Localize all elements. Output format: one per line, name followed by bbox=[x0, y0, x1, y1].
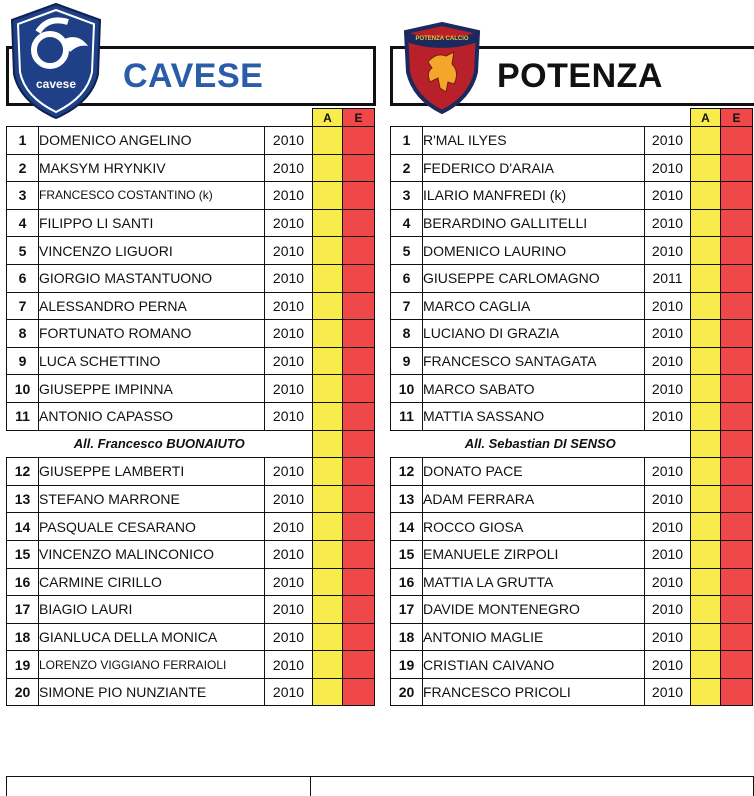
player-number: 6 bbox=[7, 264, 39, 292]
player-row bbox=[7, 264, 375, 292]
warning-cell bbox=[691, 430, 721, 458]
player-row bbox=[7, 320, 375, 348]
expulsion-cell bbox=[721, 485, 753, 513]
player-name: DOMENICO LAURINO bbox=[423, 237, 645, 265]
player-row bbox=[7, 127, 375, 155]
player-row bbox=[391, 154, 753, 182]
player-birth-year: 2010 bbox=[265, 182, 313, 210]
player-birth-year: 2010 bbox=[645, 292, 691, 320]
player-birth-year: 2010 bbox=[645, 596, 691, 624]
player-birth-year: 2010 bbox=[645, 237, 691, 265]
player-row bbox=[7, 513, 375, 541]
expulsion-cell bbox=[343, 182, 375, 210]
player-number: 12 bbox=[7, 458, 39, 486]
player-number: 2 bbox=[391, 154, 423, 182]
warning-cell bbox=[313, 182, 343, 210]
player-name: BIAGIO LAURI bbox=[39, 596, 265, 624]
expulsion-cell bbox=[721, 430, 753, 458]
expulsion-cell bbox=[721, 540, 753, 568]
warning-cell bbox=[691, 651, 721, 679]
expulsion-cell bbox=[343, 485, 375, 513]
player-number: 13 bbox=[7, 485, 39, 513]
expulsion-cell bbox=[343, 540, 375, 568]
expulsion-cell bbox=[343, 402, 375, 430]
warning-cell bbox=[313, 347, 343, 375]
expulsion-cell bbox=[721, 402, 753, 430]
player-birth-year: 2010 bbox=[645, 209, 691, 237]
logo-wordmark: POTENZA CALCIO bbox=[415, 36, 469, 42]
player-name: FRANCESCO PRICOLI bbox=[423, 678, 645, 706]
player-name: STEFANO MARRONE bbox=[39, 485, 265, 513]
player-row bbox=[7, 375, 375, 403]
warning-cell bbox=[313, 596, 343, 624]
coach-name: All. Sebastian DI SENSO bbox=[464, 436, 616, 452]
warning-cell bbox=[691, 485, 721, 513]
player-number: 18 bbox=[391, 623, 423, 651]
expulsion-cell bbox=[721, 292, 753, 320]
warning-cell bbox=[691, 402, 721, 430]
player-row bbox=[7, 154, 375, 182]
player-number: 17 bbox=[7, 596, 39, 624]
warning-cell bbox=[313, 458, 343, 486]
warning-cell bbox=[691, 375, 721, 403]
player-number: 19 bbox=[7, 651, 39, 679]
player-number: 4 bbox=[7, 209, 39, 237]
player-birth-year: 2010 bbox=[265, 154, 313, 182]
warning-cell bbox=[313, 651, 343, 679]
player-birth-year: 2010 bbox=[645, 458, 691, 486]
expulsion-cell bbox=[721, 154, 753, 182]
warning-cell bbox=[313, 540, 343, 568]
player-name: GIANLUCA DELLA MONICA bbox=[39, 623, 265, 651]
player-birth-year: 2010 bbox=[265, 264, 313, 292]
player-row bbox=[391, 182, 753, 210]
warning-cell bbox=[313, 237, 343, 265]
player-name: GIUSEPPE IMPINNA bbox=[39, 375, 265, 403]
expulsion-cell bbox=[343, 678, 375, 706]
player-number: 1 bbox=[7, 127, 39, 155]
referee-box bbox=[6, 776, 754, 796]
player-name: FEDERICO D'ARAIA bbox=[423, 154, 645, 182]
warning-cell bbox=[691, 568, 721, 596]
player-name: MATTIA LA GRUTTA bbox=[423, 568, 645, 596]
expulsion-cell bbox=[343, 237, 375, 265]
player-row bbox=[391, 375, 753, 403]
warning-cell bbox=[691, 237, 721, 265]
column-header-a: A bbox=[691, 109, 721, 127]
expulsion-cell bbox=[721, 513, 753, 541]
expulsion-cell bbox=[343, 347, 375, 375]
player-name: GIUSEPPE CARLOMAGNO bbox=[423, 264, 645, 292]
player-name: GIORGIO MASTANTUONO bbox=[39, 264, 265, 292]
player-name: R'MAL ILYES bbox=[423, 127, 645, 155]
coach-row bbox=[391, 430, 753, 458]
player-row bbox=[391, 485, 753, 513]
player-birth-year: 2010 bbox=[265, 651, 313, 679]
potenza-logo bbox=[402, 22, 482, 114]
player-birth-year: 2010 bbox=[265, 540, 313, 568]
player-name: FORTUNATO ROMANO bbox=[39, 320, 265, 348]
player-row bbox=[391, 651, 753, 679]
player-row bbox=[391, 568, 753, 596]
team-name: CAVESE bbox=[123, 57, 264, 95]
player-name: LUCIANO DI GRAZIA bbox=[423, 320, 645, 348]
warning-cell bbox=[691, 596, 721, 624]
player-name: ILARIO MANFREDI (k) bbox=[423, 182, 645, 210]
player-name: GIUSEPPE LAMBERTI bbox=[39, 458, 265, 486]
coach-name: All. Francesco BUONAIUTO bbox=[73, 436, 245, 452]
player-birth-year: 2010 bbox=[645, 127, 691, 155]
expulsion-cell bbox=[343, 127, 375, 155]
player-birth-year: 2010 bbox=[645, 651, 691, 679]
expulsion-cell bbox=[721, 182, 753, 210]
player-birth-year: 2010 bbox=[645, 347, 691, 375]
player-row bbox=[7, 678, 375, 706]
player-number: 5 bbox=[391, 237, 423, 265]
player-number: 19 bbox=[391, 651, 423, 679]
warning-cell bbox=[313, 623, 343, 651]
expulsion-cell bbox=[721, 347, 753, 375]
player-name: CARMINE CIRILLO bbox=[39, 568, 265, 596]
column-header-e: E bbox=[721, 109, 753, 127]
player-row bbox=[391, 127, 753, 155]
warning-cell bbox=[691, 320, 721, 348]
expulsion-cell bbox=[721, 320, 753, 348]
player-number: 20 bbox=[391, 678, 423, 706]
expulsion-cell bbox=[721, 623, 753, 651]
expulsion-cell bbox=[343, 568, 375, 596]
player-row bbox=[7, 540, 375, 568]
player-name: DAVIDE MONTENEGRO bbox=[423, 596, 645, 624]
player-number: 3 bbox=[7, 182, 39, 210]
player-birth-year: 2010 bbox=[265, 458, 313, 486]
warning-cell bbox=[313, 485, 343, 513]
warning-cell bbox=[313, 127, 343, 155]
warning-cell bbox=[313, 292, 343, 320]
expulsion-cell bbox=[721, 596, 753, 624]
warning-cell bbox=[313, 209, 343, 237]
player-name: VINCENZO LIGUORI bbox=[39, 237, 265, 265]
expulsion-cell bbox=[721, 678, 753, 706]
warning-cell bbox=[691, 209, 721, 237]
player-number: 16 bbox=[7, 568, 39, 596]
player-birth-year: 2010 bbox=[265, 292, 313, 320]
player-name: BERARDINO GALLITELLI bbox=[423, 209, 645, 237]
player-row bbox=[7, 458, 375, 486]
warning-cell bbox=[691, 127, 721, 155]
player-number: 8 bbox=[391, 320, 423, 348]
player-name: ALESSANDRO PERNA bbox=[39, 292, 265, 320]
expulsion-cell bbox=[343, 320, 375, 348]
player-row bbox=[7, 292, 375, 320]
player-birth-year: 2010 bbox=[645, 623, 691, 651]
expulsion-cell bbox=[721, 237, 753, 265]
expulsion-cell bbox=[721, 127, 753, 155]
player-birth-year: 2010 bbox=[265, 485, 313, 513]
player-row bbox=[7, 651, 375, 679]
player-row bbox=[391, 540, 753, 568]
player-row bbox=[7, 347, 375, 375]
player-number: 15 bbox=[7, 540, 39, 568]
team-name: POTENZA bbox=[497, 57, 663, 95]
player-birth-year: 2010 bbox=[265, 513, 313, 541]
player-birth-year: 2010 bbox=[265, 568, 313, 596]
player-number: 20 bbox=[7, 678, 39, 706]
warning-cell bbox=[691, 264, 721, 292]
player-name: FRANCESCO SANTAGATA bbox=[423, 347, 645, 375]
player-number: 13 bbox=[391, 485, 423, 513]
player-name: ADAM FERRARA bbox=[423, 485, 645, 513]
player-number: 4 bbox=[391, 209, 423, 237]
player-birth-year: 2010 bbox=[265, 402, 313, 430]
expulsion-cell bbox=[343, 430, 375, 458]
player-birth-year: 2010 bbox=[265, 237, 313, 265]
player-name: DONATO PACE bbox=[423, 458, 645, 486]
player-birth-year: 2010 bbox=[265, 347, 313, 375]
player-number: 10 bbox=[391, 375, 423, 403]
player-birth-year: 2010 bbox=[645, 485, 691, 513]
player-row bbox=[391, 458, 753, 486]
expulsion-cell bbox=[343, 154, 375, 182]
player-row bbox=[391, 237, 753, 265]
player-name: SIMONE PIO NUNZIANTE bbox=[39, 678, 265, 706]
player-birth-year: 2010 bbox=[265, 127, 313, 155]
player-row bbox=[391, 623, 753, 651]
warning-cell bbox=[313, 375, 343, 403]
player-number: 3 bbox=[391, 182, 423, 210]
warning-cell bbox=[691, 540, 721, 568]
player-row bbox=[7, 209, 375, 237]
expulsion-cell bbox=[343, 264, 375, 292]
player-name: VINCENZO MALINCONICO bbox=[39, 540, 265, 568]
expulsion-cell bbox=[721, 209, 753, 237]
player-birth-year: 2010 bbox=[645, 402, 691, 430]
player-birth-year: 2010 bbox=[265, 596, 313, 624]
player-name: ANTONIO CAPASSO bbox=[39, 402, 265, 430]
player-row bbox=[391, 320, 753, 348]
player-number: 15 bbox=[391, 540, 423, 568]
expulsion-cell bbox=[343, 651, 375, 679]
cavese-logo bbox=[8, 2, 104, 120]
warning-cell bbox=[691, 182, 721, 210]
player-name: ROCCO GIOSA bbox=[423, 513, 645, 541]
player-number: 8 bbox=[7, 320, 39, 348]
expulsion-cell bbox=[721, 568, 753, 596]
player-birth-year: 2010 bbox=[645, 513, 691, 541]
player-birth-year: 2010 bbox=[265, 623, 313, 651]
player-name: EMANUELE ZIRPOLI bbox=[423, 540, 645, 568]
player-number: 14 bbox=[391, 513, 423, 541]
expulsion-cell bbox=[721, 458, 753, 486]
player-birth-year: 2010 bbox=[645, 182, 691, 210]
player-name: MARCO SABATO bbox=[423, 375, 645, 403]
expulsion-cell bbox=[721, 375, 753, 403]
player-row bbox=[391, 678, 753, 706]
expulsion-cell bbox=[343, 209, 375, 237]
expulsion-cell bbox=[343, 375, 375, 403]
warning-cell bbox=[691, 678, 721, 706]
player-name: LORENZO VIGGIANO FERRAIOLI bbox=[39, 651, 265, 679]
player-number: 7 bbox=[7, 292, 39, 320]
warning-cell bbox=[313, 320, 343, 348]
player-name: MATTIA SASSANO bbox=[423, 402, 645, 430]
player-birth-year: 2010 bbox=[265, 678, 313, 706]
expulsion-cell bbox=[721, 264, 753, 292]
warning-cell bbox=[313, 430, 343, 458]
player-row bbox=[7, 237, 375, 265]
player-row bbox=[391, 209, 753, 237]
warning-cell bbox=[313, 264, 343, 292]
player-number: 1 bbox=[391, 127, 423, 155]
player-birth-year: 2010 bbox=[645, 678, 691, 706]
roster-table bbox=[6, 108, 375, 706]
player-birth-year: 2010 bbox=[645, 568, 691, 596]
player-row bbox=[391, 596, 753, 624]
player-row bbox=[7, 623, 375, 651]
player-row bbox=[7, 596, 375, 624]
player-birth-year: 2010 bbox=[265, 209, 313, 237]
player-number: 16 bbox=[391, 568, 423, 596]
player-name: PASQUALE CESARANO bbox=[39, 513, 265, 541]
warning-cell bbox=[313, 678, 343, 706]
warning-cell bbox=[313, 568, 343, 596]
player-birth-year: 2010 bbox=[645, 375, 691, 403]
roster-table bbox=[390, 108, 753, 706]
expulsion-cell bbox=[343, 292, 375, 320]
column-header-e: E bbox=[343, 109, 375, 127]
warning-cell bbox=[691, 292, 721, 320]
player-birth-year: 2010 bbox=[265, 320, 313, 348]
player-row bbox=[7, 568, 375, 596]
player-row bbox=[391, 264, 753, 292]
player-number: 18 bbox=[7, 623, 39, 651]
column-header-a: A bbox=[313, 109, 343, 127]
player-name: FRANCESCO COSTANTINO (k) bbox=[39, 182, 265, 210]
expulsion-cell bbox=[343, 458, 375, 486]
player-number: 11 bbox=[391, 402, 423, 430]
warning-cell bbox=[313, 513, 343, 541]
player-row bbox=[7, 182, 375, 210]
warning-cell bbox=[691, 458, 721, 486]
expulsion-cell bbox=[343, 623, 375, 651]
player-number: 11 bbox=[7, 402, 39, 430]
warning-cell bbox=[691, 347, 721, 375]
player-name: MAKSYM HRYNKIV bbox=[39, 154, 265, 182]
player-birth-year: 2010 bbox=[265, 375, 313, 403]
player-number: 10 bbox=[7, 375, 39, 403]
warning-cell bbox=[313, 154, 343, 182]
player-birth-year: 2011 bbox=[645, 264, 691, 292]
player-name: CRISTIAN CAIVANO bbox=[423, 651, 645, 679]
warning-cell bbox=[313, 402, 343, 430]
player-number: 5 bbox=[7, 237, 39, 265]
warning-cell bbox=[691, 513, 721, 541]
player-row bbox=[391, 402, 753, 430]
player-number: 12 bbox=[391, 458, 423, 486]
player-row bbox=[7, 485, 375, 513]
expulsion-cell bbox=[721, 651, 753, 679]
player-number: 6 bbox=[391, 264, 423, 292]
player-name: DOMENICO ANGELINO bbox=[39, 127, 265, 155]
player-number: 9 bbox=[391, 347, 423, 375]
player-number: 7 bbox=[391, 292, 423, 320]
player-birth-year: 2010 bbox=[645, 540, 691, 568]
player-row bbox=[391, 513, 753, 541]
player-birth-year: 2010 bbox=[645, 320, 691, 348]
logo-wordmark: cavese bbox=[35, 77, 77, 91]
player-number: 14 bbox=[7, 513, 39, 541]
player-row bbox=[391, 347, 753, 375]
expulsion-cell bbox=[343, 596, 375, 624]
player-row bbox=[391, 292, 753, 320]
player-name: FILIPPO LI SANTI bbox=[39, 209, 265, 237]
player-row bbox=[7, 402, 375, 430]
player-number: 17 bbox=[391, 596, 423, 624]
player-number: 2 bbox=[7, 154, 39, 182]
warning-cell bbox=[691, 154, 721, 182]
player-birth-year: 2010 bbox=[645, 154, 691, 182]
player-name: ANTONIO MAGLIE bbox=[423, 623, 645, 651]
player-name: MARCO CAGLIA bbox=[423, 292, 645, 320]
player-name: LUCA SCHETTINO bbox=[39, 347, 265, 375]
coach-row bbox=[7, 430, 375, 458]
expulsion-cell bbox=[343, 513, 375, 541]
player-number: 9 bbox=[7, 347, 39, 375]
warning-cell bbox=[691, 623, 721, 651]
